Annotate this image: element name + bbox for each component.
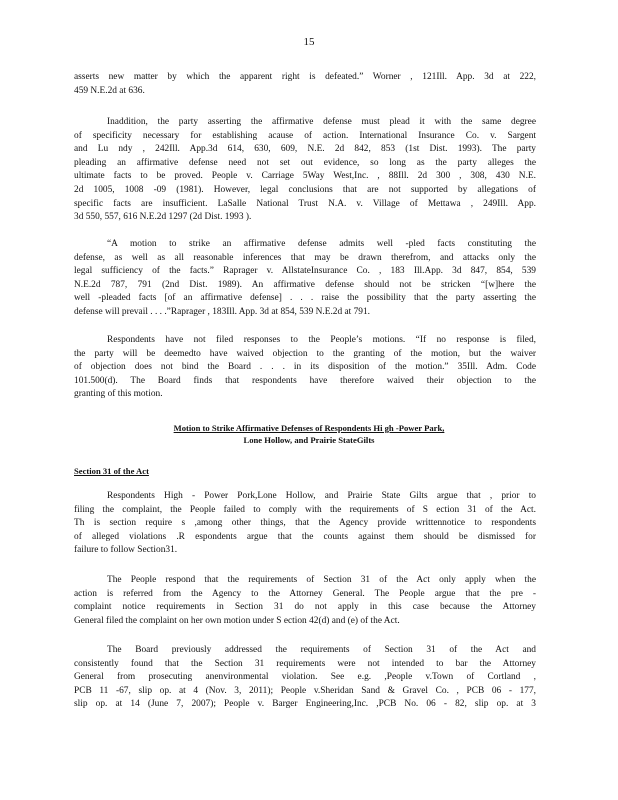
heading-line: Motion to Strike Affirmative Defenses of Respondents Hi gh -Power Park, <box>173 423 445 433</box>
paragraph-waived-objection <box>74 334 536 402</box>
text-line: The People respond that the requirements of Section 31 of the Act only apply when the <box>107 575 536 585</box>
text-line: of objection does not bind the Board . . . in its disposition of the motion.” 35Ill. Adm. Code <box>74 362 536 373</box>
text-line: of specificity necessary for establishing acause of action. International Insurance Co. v. Sargent <box>74 130 536 141</box>
text-line: of alleged violations .R espondents argue that the counts against them should be dismissed for <box>74 531 536 542</box>
text-line: pleading an affirmative defense need not set out evidence, so long as the party alleges the <box>74 157 536 168</box>
text-line: ultimate facts to be proved. People v. Carriage 5Way West,Inc. , 88Ill. 2d 300 , 308, 430 N.E. <box>74 171 536 182</box>
text-line: 459 N.E.2d at 636. <box>74 85 145 96</box>
text-line: consistently found that the Section 31 requirements were not intended to bar the Attorney <box>74 658 536 669</box>
text-line: the party will be deemedto have waived objection to the granting of the motion, but the waiver <box>74 348 536 359</box>
text-line: asserts new matter by which the apparent right is defeated.” Worner , 121Ill. App. 3d at 222, <box>74 72 536 82</box>
text-line: The Board previously addressed the requirements of Section 31 of the Act and <box>107 645 536 655</box>
text-line: 2d 1005, 1008 -09 (1981). However, legal conclusions that are not supported by allegations of <box>74 184 536 195</box>
text-line: defense, as well as all reasonable inferences that may be drawn therefrom, and attacks only the <box>74 252 536 263</box>
text-line: Inaddition, the party asserting the affirmative defense must plead it with the same degree <box>107 117 536 127</box>
text-line: “A motion to strike an affirmative defense admits well -pled facts constituting the <box>107 239 536 249</box>
section-title: Section 31 of the Act <box>74 466 149 476</box>
page-number: 15 <box>303 36 315 48</box>
paragraph-motion-to-strike <box>74 238 536 320</box>
paragraph-respondents-argument <box>74 490 536 558</box>
heading-line: Lone Hollow, and Prairie StateGilts <box>243 435 375 445</box>
text-line: complaint notice requirements in Section 31 do not apply in this case because the Attorney <box>74 602 536 613</box>
subsection-heading <box>0 422 618 446</box>
text-line: General from prosecuting anenvironmental violation. See e.g. ,People v.Town of Cortland , <box>74 672 536 683</box>
text-line: 101.500(d). The Board finds that respondents have therefore waived their objection to the <box>74 375 536 386</box>
text-line: 3d 550, 557, 616 N.E.2d 1297 (2d Dist. 1993 ). <box>74 212 252 223</box>
text-line: PCB 11 -67, slip op. at 4 (Nov. 3, 2011); People v.Sheridan Sand & Gravel Co. , PCB 06 - 177, <box>74 685 536 696</box>
text-line: failure to follow Section31. <box>74 545 178 556</box>
text-line: defense will prevail . . . .”Raprager , 183Ill. App. 3d at 854, 539 N.E.2d at 791. <box>74 306 371 317</box>
paragraph-board-findings <box>74 644 536 712</box>
paragraph-people-response <box>74 574 536 628</box>
text-line: Respondents High - Power Pork,Lone Hollow, and Prairie State Gilts argue that , prior to <box>107 491 536 501</box>
text-line: legal sufficiency of the facts.” Raprager v. AllstateInsurance Co. , 183 Ill.App. 3d 847, 854, 539 <box>74 266 536 277</box>
text-line: granting of this motion. <box>74 389 163 400</box>
paragraph-continuation <box>74 71 536 98</box>
text-line: Th is section require s ,among other things, that the Agency provide writtennotice to respondents <box>74 518 536 529</box>
text-line: N.E.2d 787, 791 (2nd Dist. 1989). An affirmative defense should not be stricken “[w]here the <box>74 279 536 290</box>
text-line: filing the complaint, the People failed to comply with the requirements of S ection 31 of the Act. <box>74 504 536 515</box>
paragraph-affirmative-defense-specificity <box>74 116 536 225</box>
text-line: action is referred from the Agency to the Attorney General. The People argue that the pre - <box>74 588 536 599</box>
text-line: General filed the complaint on her own motion under S ection 42(d) and (e) of the Act. <box>74 615 400 626</box>
text-line: and Lu ndy , 242Ill. App.3d 614, 630, 609, N.E. 2d 842, 853 (1st Dist. 1993). The party <box>74 144 536 155</box>
text-line: specific facts are insufficient. LaSalle National Trust N.A. v. Village of Mettawa , 249Ill. App. <box>74 198 536 209</box>
text-line: slip op. at 14 (June 7, 2007); People v. Barger Engineering,Inc. ,PCB No. 06 - 82, slip op. at 3 <box>74 699 536 710</box>
text-line: well -pleaded facts [of an affirmative defense] . . . raise the possibility that the party asserting the <box>74 293 536 304</box>
text-line: Respondents have not filed responses to the People’s motions. “If no response is filed, <box>107 335 536 345</box>
